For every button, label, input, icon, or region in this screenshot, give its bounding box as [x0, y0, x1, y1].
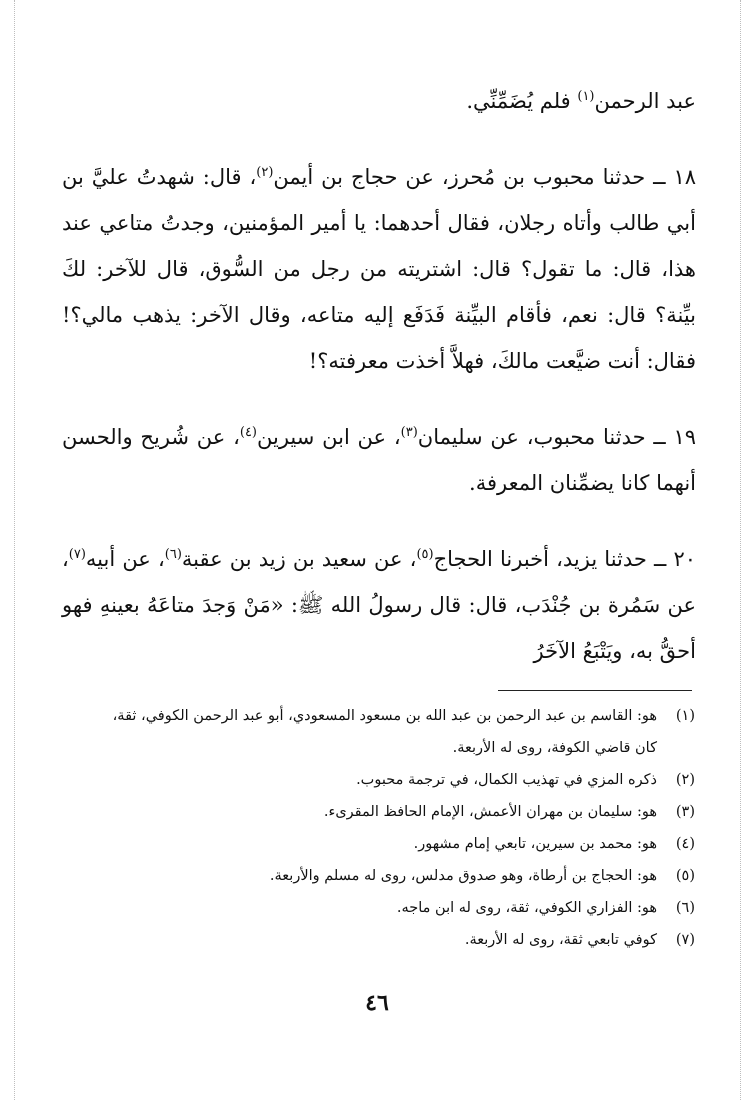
- footnote-ref: (١): [577, 89, 595, 104]
- footnote-item: [110, 860, 695, 892]
- text-run: ، قال: شهدتُ عليَّ بن أبي طالب وأتاه رجلان، فقال أحدهما: يا أمير المؤمنين، وجدتُ متاعي عند هذا، قال: ما تقول؟ قال: اشتريته من رجل من السُّوق، قال للآخر: لكَ بيِّنة؟ قال: نعم، فأقام البيِّنة فَدَفَع إليه متاعه، وقال الآخر: يذهب مالي؟! فقال: أنت ضيَّعت مالكَ، فهلاَّ أخذت معرفته؟!: [62, 165, 696, 373]
- footnote-ref: (٦): [164, 547, 182, 562]
- footnote-text: ذكره المزي في تهذيب الكمال، في ترجمة محبوب.: [356, 772, 657, 788]
- footnote-text: كوفي تابعي ثقة، روى له الأربعة.: [464, 932, 657, 948]
- paragraph-hadith-20: [62, 536, 696, 674]
- footnote-number: (٣): [675, 804, 695, 820]
- paragraph-hadith-19: [62, 414, 696, 506]
- footnote-ref: (٣): [400, 425, 418, 440]
- footnote-text: هو: القاسم بن عبد الرحمن بن عبد الله بن مسعود المسعودي، أبو عبد الرحمن الكوفي، ثقة، كان قاضي الكوفة، روى له الأربعة.: [112, 708, 657, 756]
- footnote-number: (٥): [675, 868, 695, 884]
- footnote-number: (٢): [675, 772, 695, 788]
- footnote-item: [110, 700, 695, 764]
- paragraph-continuation: [62, 78, 696, 124]
- footnote-text: هو: الحجاج بن أرطاة، وهو صدوق مدلس، روى له مسلم والأربعة.: [269, 868, 657, 884]
- footnote-number: (١): [675, 708, 695, 724]
- scan-margin-line-right: [740, 0, 741, 1100]
- footnote-ref: (٤): [239, 425, 257, 440]
- text-run: فلم يُضَمِّنِّي.: [466, 89, 578, 113]
- text-run: ، عن أبيه: [85, 547, 165, 571]
- footnote-ref: (٧): [68, 547, 86, 562]
- footnote-ref: (٢): [256, 165, 274, 180]
- text-run: ، عن سَمُرة بن جُنْدَب، قال: قال رسولُ الله ﷺ: «مَنْ وَجدَ متاعَهُ بعينهِ فهو أحقُّ به، ويَتْبَعُ الآخَرُ: [62, 547, 696, 663]
- footnote-number: (٧): [675, 932, 695, 948]
- footnote-item: [110, 892, 695, 924]
- paragraph-hadith-18: [62, 154, 696, 384]
- footnote-item: [110, 796, 695, 828]
- text-run: ٢٠ ــ حدثنا يزيد، أخبرنا الحجاج: [433, 547, 697, 571]
- footnote-text: هو: محمد بن سيرين، تابعي إمام مشهور.: [413, 836, 657, 852]
- text-run: عبد الرحمن: [594, 89, 696, 113]
- text-run: ، عن سعيد بن زيد بن عقبة: [181, 547, 417, 571]
- footnotes: [110, 700, 695, 956]
- text-run: ، عن ابن سيرين: [257, 425, 401, 449]
- page-number: ٤٦: [365, 990, 389, 1016]
- main-text: [62, 78, 696, 674]
- footnote-ref: (٥): [416, 547, 434, 562]
- footnote-number: (٤): [675, 836, 695, 852]
- footnote-item: [110, 924, 695, 956]
- footnote-text: هو: سليمان بن مهران الأعمش، الإمام الحافظ المقرىء.: [323, 804, 657, 820]
- scan-margin-line-left: [14, 0, 15, 1100]
- footnote-separator: [498, 690, 692, 691]
- text-run: ١٩ ــ حدثنا محبوب، عن سليمان: [417, 425, 696, 449]
- text-run: ، عن شُريح والحسن أنهما كانا يضمِّنان المعرفة.: [62, 425, 696, 495]
- footnote-item: [110, 764, 695, 796]
- footnote-item: [110, 828, 695, 860]
- footnote-number: (٦): [675, 900, 695, 916]
- text-run: ١٨ ــ حدثنا محبوب بن مُحرز، عن حجاج بن أيمن: [273, 165, 696, 189]
- footnote-text: هو: الفزاري الكوفي، ثقة، روى له ابن ماجه.: [396, 900, 657, 916]
